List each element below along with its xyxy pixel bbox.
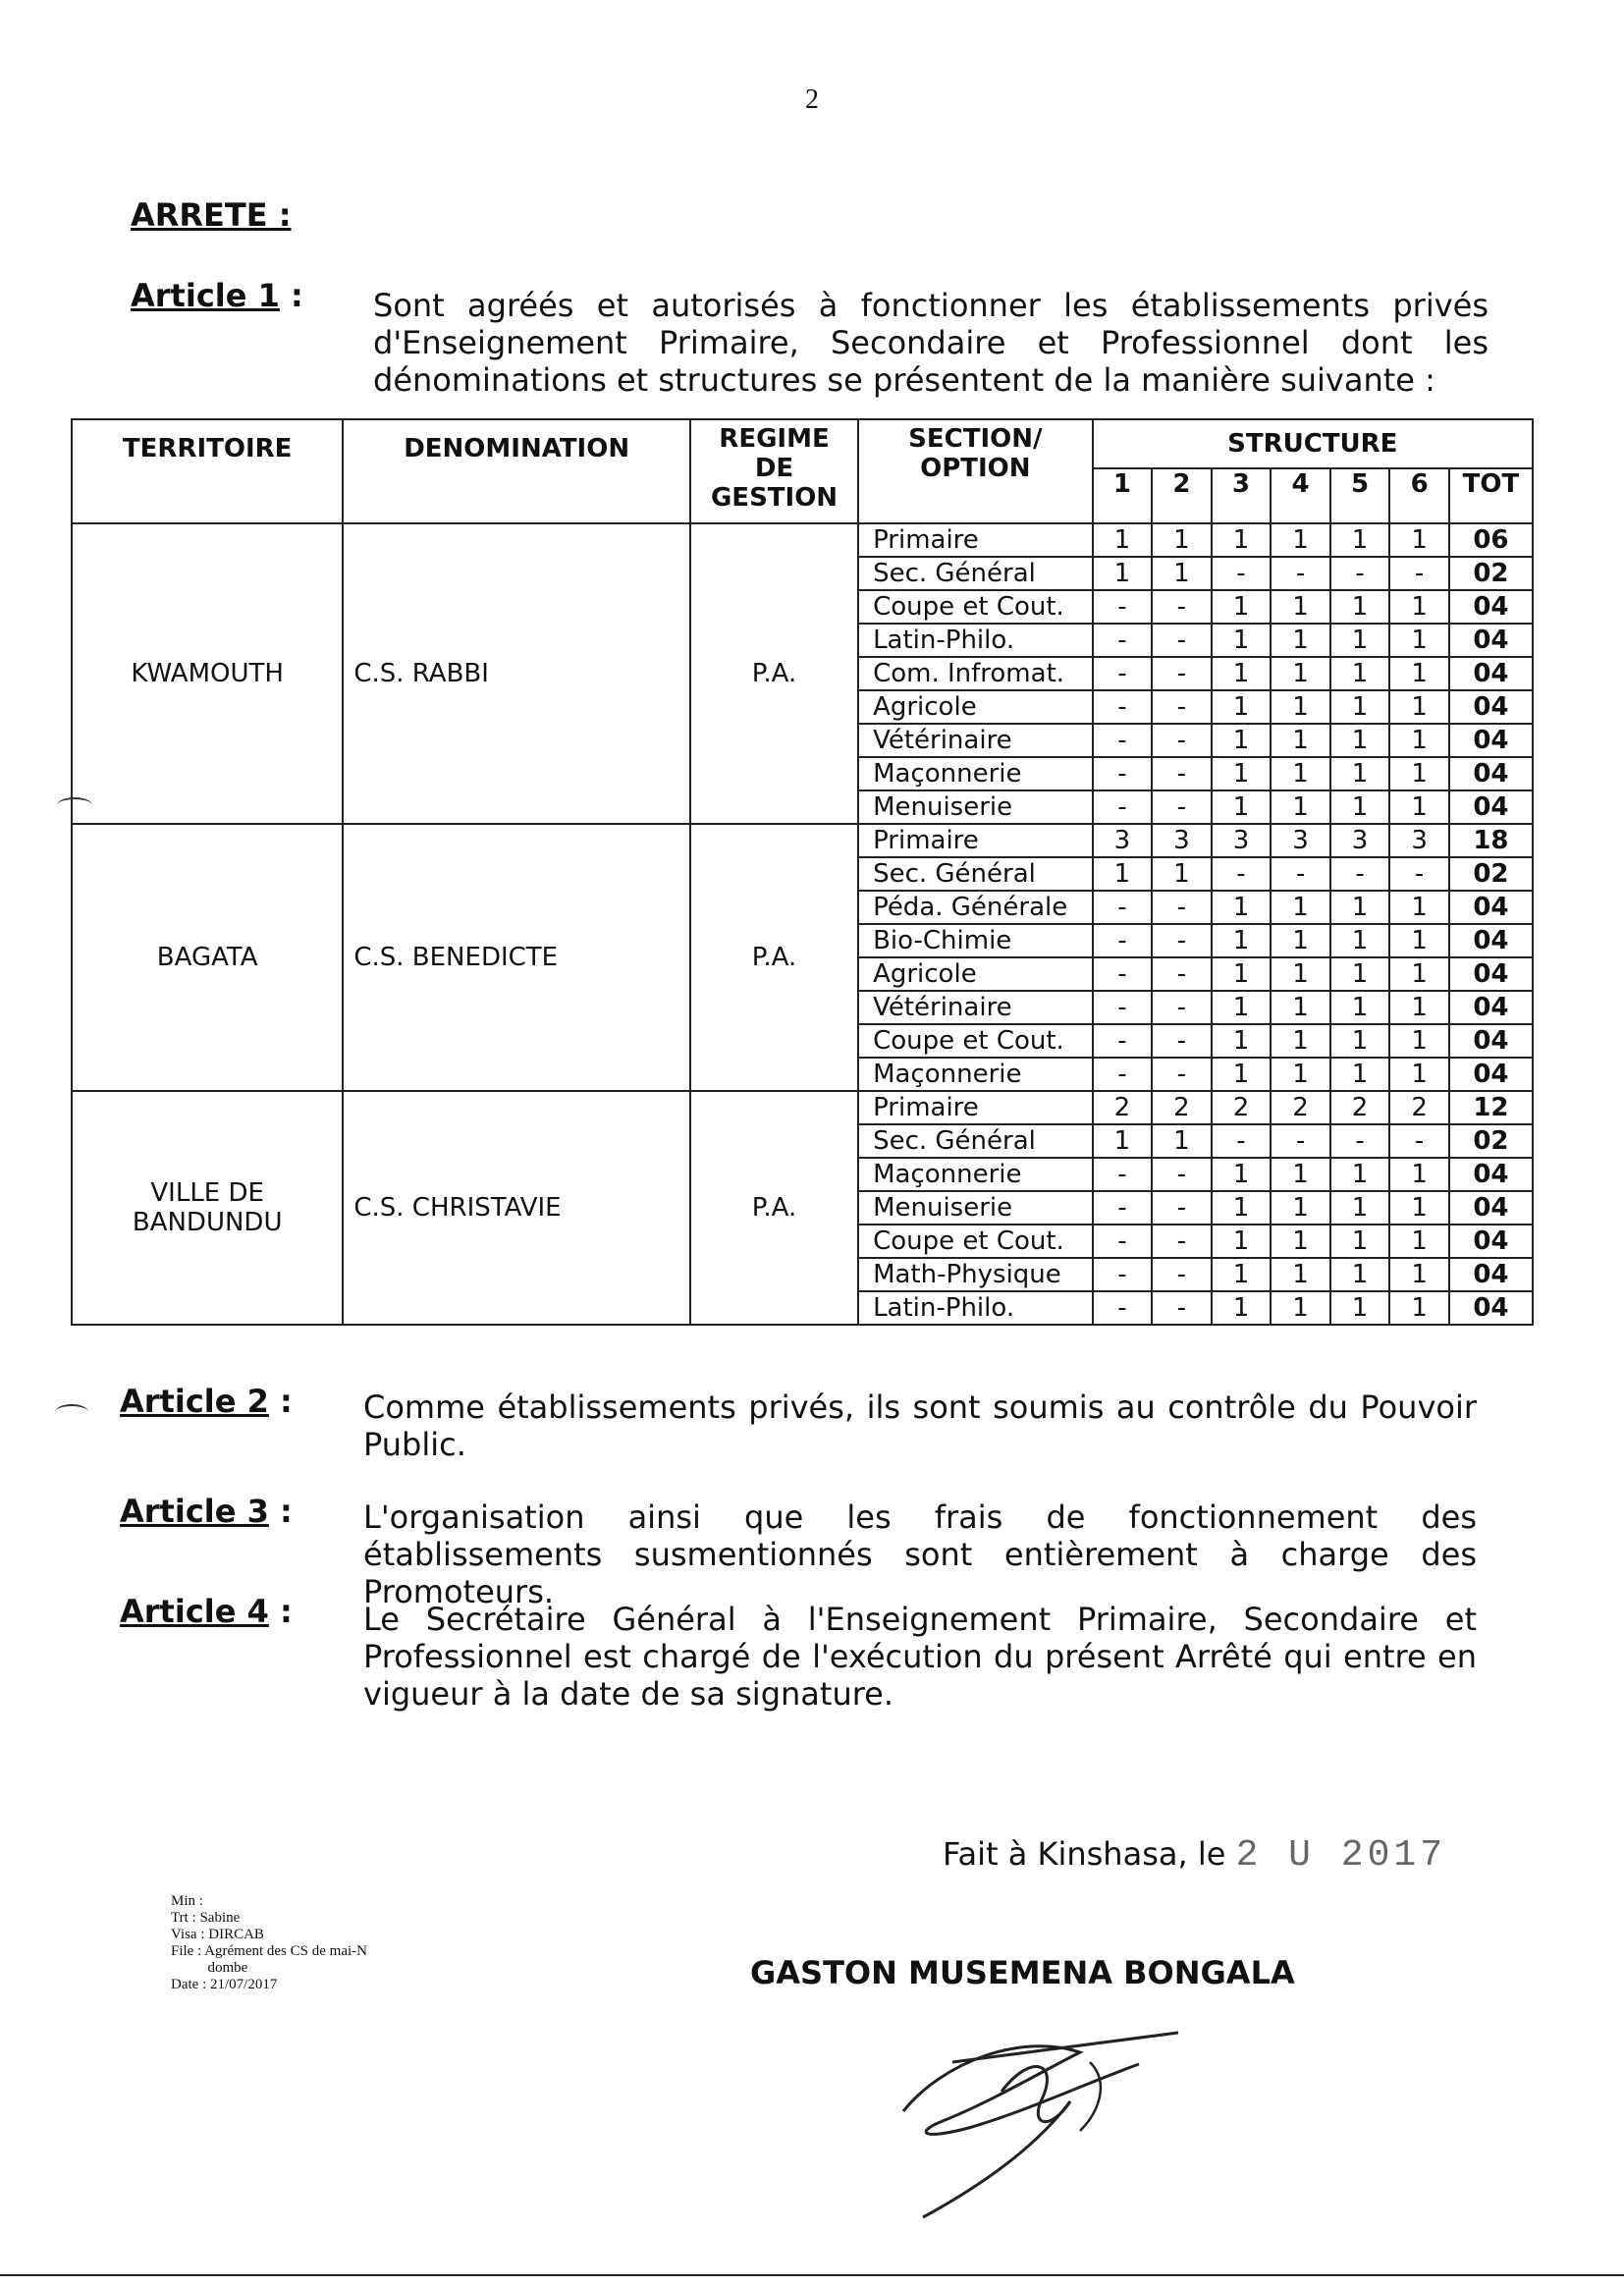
- section-cell: Sec. Général: [858, 1124, 1093, 1158]
- regime-cell: P.A.: [690, 523, 858, 824]
- year-3-cell: 1: [1212, 991, 1272, 1024]
- section-cell: Primaire: [858, 824, 1093, 857]
- year-5-cell: 1: [1330, 790, 1390, 824]
- total-cell: 02: [1449, 1124, 1533, 1158]
- year-6-cell: 1: [1389, 1158, 1449, 1191]
- year-5-cell: 1: [1330, 1024, 1390, 1058]
- year-3-cell: 1: [1212, 690, 1272, 724]
- article-4-text: Le Secrétaire Général à l'Enseignement Primaire, Secondaire et Professionnel est chargé de l'exécution du présent Arrêté qui entre en vigueur à la date de sa signature.: [363, 1601, 1477, 1713]
- article-3-label-text: Article 3: [120, 1493, 269, 1530]
- year-5-cell: -: [1330, 557, 1390, 590]
- year-1-cell: -: [1093, 891, 1153, 924]
- year-2-cell: 3: [1152, 824, 1212, 857]
- year-6-cell: 1: [1389, 790, 1449, 824]
- year-6-cell: 1: [1389, 1291, 1449, 1325]
- header-structure: [1093, 419, 1533, 468]
- meta-line: Visa : DIRCAB: [171, 1927, 264, 1942]
- denomination-cell: C.S. CHRISTAVIE: [343, 1091, 690, 1325]
- year-1-cell: -: [1093, 757, 1153, 790]
- table-row: [72, 824, 1533, 857]
- total-cell: 04: [1449, 757, 1533, 790]
- total-cell: 04: [1449, 690, 1533, 724]
- year-5-cell: 1: [1330, 991, 1390, 1024]
- year-6-cell: 1: [1389, 657, 1449, 690]
- year-6-cell: 2: [1389, 1091, 1449, 1124]
- year-4-cell: 1: [1271, 1058, 1330, 1091]
- table-row: [72, 1091, 1533, 1124]
- section-cell: Math-Physique: [858, 1258, 1093, 1291]
- year-2-cell: 1: [1152, 857, 1212, 891]
- year-4-cell: -: [1271, 1124, 1330, 1158]
- year-2-cell: 1: [1152, 1124, 1212, 1158]
- year-2-cell: -: [1152, 657, 1212, 690]
- year-3-cell: 1: [1212, 657, 1272, 690]
- scan-mark: [57, 797, 92, 813]
- section-cell: Péda. Générale: [858, 891, 1093, 924]
- scan-mark: [55, 1404, 88, 1420]
- year-5-cell: 1: [1330, 957, 1390, 991]
- year-4-cell: 1: [1271, 1225, 1330, 1258]
- handwritten-signature: [884, 1993, 1237, 2229]
- year-1-cell: -: [1093, 1258, 1153, 1291]
- article-2-label-text: Article 2: [120, 1383, 269, 1420]
- section-cell: Vétérinaire: [858, 724, 1093, 757]
- meta-line: Date : 21/07/2017: [171, 1977, 278, 1992]
- year-4-cell: 1: [1271, 891, 1330, 924]
- year-2-cell: -: [1152, 757, 1212, 790]
- year-2-cell: -: [1152, 1291, 1212, 1325]
- fait-line: [943, 1834, 1446, 1877]
- year-2-cell: -: [1152, 1058, 1212, 1091]
- year-4-cell: 1: [1271, 590, 1330, 624]
- total-cell: 04: [1449, 1258, 1533, 1291]
- header-section-label: SECTION/ OPTION: [908, 424, 1043, 483]
- year-1-cell: 1: [1093, 1124, 1153, 1158]
- total-cell: 04: [1449, 590, 1533, 624]
- regime-cell: P.A.: [690, 824, 858, 1091]
- total-cell: 04: [1449, 790, 1533, 824]
- year-4-cell: 1: [1271, 1191, 1330, 1225]
- territoire-cell: BAGATA: [72, 824, 343, 1091]
- year-5-cell: 2: [1330, 1091, 1390, 1124]
- year-4-cell: 1: [1271, 957, 1330, 991]
- year-5-cell: 1: [1330, 1058, 1390, 1091]
- year-3-cell: -: [1212, 1124, 1272, 1158]
- year-4-cell: 2: [1271, 1091, 1330, 1124]
- section-cell: Agricole: [858, 690, 1093, 724]
- year-1-cell: 2: [1093, 1091, 1153, 1124]
- section-cell: Com. Infromat.: [858, 657, 1093, 690]
- year-1-cell: -: [1093, 1191, 1153, 1225]
- year-3-cell: 1: [1212, 1258, 1272, 1291]
- year-4-cell: 1: [1271, 523, 1330, 557]
- section-cell: Primaire: [858, 1091, 1093, 1124]
- section-cell: Sec. Général: [858, 557, 1093, 590]
- year-6-cell: 1: [1389, 1225, 1449, 1258]
- year-1-cell: -: [1093, 790, 1153, 824]
- year-3-cell: 1: [1212, 1024, 1272, 1058]
- total-cell: 04: [1449, 724, 1533, 757]
- year-2-cell: -: [1152, 790, 1212, 824]
- year-2-cell: -: [1152, 724, 1212, 757]
- year-6-cell: -: [1389, 557, 1449, 590]
- year-4-cell: 1: [1271, 724, 1330, 757]
- year-5-cell: 1: [1330, 1191, 1390, 1225]
- territoire-cell: VILLE DE BANDUNDU: [72, 1091, 343, 1325]
- territoire-cell: KWAMOUTH: [72, 523, 343, 824]
- header-territoire-label: TERRITOIRE: [122, 434, 293, 463]
- signatory-name: GASTON MUSEMENA BONGALA: [750, 1954, 1295, 1991]
- year-3-cell: -: [1212, 857, 1272, 891]
- year-2-cell: -: [1152, 624, 1212, 657]
- year-3-cell: 1: [1212, 957, 1272, 991]
- total-cell: 04: [1449, 991, 1533, 1024]
- year-1-cell: -: [1093, 957, 1153, 991]
- table-row: [72, 523, 1533, 557]
- section-cell: Coupe et Cout.: [858, 1225, 1093, 1258]
- section-cell: Coupe et Cout.: [858, 590, 1093, 624]
- year-1-cell: -: [1093, 1158, 1153, 1191]
- year-3-cell: 1: [1212, 1225, 1272, 1258]
- header-structure-label: STRUCTURE: [1227, 429, 1398, 459]
- article-3-text: L'organisation ainsi que les frais de fonctionnement des établissements susmentionnés sont entièrement à charge des Promoteurs.: [363, 1498, 1477, 1610]
- section-cell: Maçonnerie: [858, 1058, 1093, 1091]
- year-6-cell: 1: [1389, 991, 1449, 1024]
- header-year-1: 1: [1093, 468, 1153, 523]
- header-denomination: [343, 419, 690, 523]
- year-4-cell: 1: [1271, 624, 1330, 657]
- article-4-label: [120, 1593, 293, 1630]
- year-5-cell: 1: [1330, 757, 1390, 790]
- total-cell: 06: [1449, 523, 1533, 557]
- year-4-cell: -: [1271, 557, 1330, 590]
- header-year-4: 4: [1271, 468, 1330, 523]
- year-3-cell: 1: [1212, 1291, 1272, 1325]
- year-1-cell: 1: [1093, 523, 1153, 557]
- section-cell: Latin-Philo.: [858, 1291, 1093, 1325]
- year-6-cell: 1: [1389, 724, 1449, 757]
- year-5-cell: 1: [1330, 924, 1390, 957]
- year-4-cell: 1: [1271, 790, 1330, 824]
- year-1-cell: -: [1093, 590, 1153, 624]
- year-1-cell: -: [1093, 1024, 1153, 1058]
- structure-table-body: [72, 523, 1533, 1325]
- year-5-cell: 1: [1330, 624, 1390, 657]
- header-regime-label: REGIME DE GESTION: [710, 424, 839, 513]
- year-3-cell: 1: [1212, 724, 1272, 757]
- header-year-2: 2: [1152, 468, 1212, 523]
- year-5-cell: 1: [1330, 590, 1390, 624]
- year-4-cell: 1: [1271, 1291, 1330, 1325]
- year-5-cell: 1: [1330, 690, 1390, 724]
- meta-line: dombe: [171, 1960, 248, 1976]
- total-cell: 04: [1449, 924, 1533, 957]
- year-6-cell: 1: [1389, 1024, 1449, 1058]
- year-4-cell: 1: [1271, 924, 1330, 957]
- year-4-cell: 1: [1271, 657, 1330, 690]
- year-6-cell: 1: [1389, 523, 1449, 557]
- year-1-cell: -: [1093, 657, 1153, 690]
- year-5-cell: 1: [1330, 523, 1390, 557]
- year-1-cell: -: [1093, 1225, 1153, 1258]
- year-1-cell: -: [1093, 991, 1153, 1024]
- header-denomination-label: DENOMINATION: [404, 434, 630, 463]
- year-2-cell: -: [1152, 1024, 1212, 1058]
- year-2-cell: 1: [1152, 557, 1212, 590]
- year-5-cell: 1: [1330, 1158, 1390, 1191]
- year-6-cell: 1: [1389, 1258, 1449, 1291]
- arrete-heading: ARRETE :: [131, 196, 292, 234]
- section-cell: Coupe et Cout.: [858, 1024, 1093, 1058]
- section-cell: Primaire: [858, 523, 1093, 557]
- file-metadata: [171, 1893, 367, 1993]
- header-section: [858, 419, 1093, 523]
- regime-cell: P.A.: [690, 1091, 858, 1325]
- year-5-cell: 1: [1330, 891, 1390, 924]
- section-cell: Agricole: [858, 957, 1093, 991]
- year-4-cell: 1: [1271, 757, 1330, 790]
- total-cell: 12: [1449, 1091, 1533, 1124]
- year-5-cell: 1: [1330, 1258, 1390, 1291]
- article-4-label-suffix: :: [268, 1593, 293, 1630]
- year-3-cell: 1: [1212, 1058, 1272, 1091]
- year-6-cell: 1: [1389, 624, 1449, 657]
- section-cell: Latin-Philo.: [858, 624, 1093, 657]
- article-1-text: Sont agréés et autorisés à fonctionner les établissements privés d'Enseignement Primaire, Secondaire et Professionnel dont les dénominations et structures se présentent de la manière suivante :: [373, 287, 1489, 399]
- year-6-cell: 1: [1389, 1058, 1449, 1091]
- total-cell: 04: [1449, 1225, 1533, 1258]
- section-cell: Menuiserie: [858, 1191, 1093, 1225]
- total-cell: 18: [1449, 824, 1533, 857]
- total-cell: 04: [1449, 1158, 1533, 1191]
- meta-line: File : Agrément des CS de mai-N: [171, 1943, 367, 1959]
- year-2-cell: 2: [1152, 1091, 1212, 1124]
- year-2-cell: -: [1152, 891, 1212, 924]
- total-cell: 04: [1449, 1191, 1533, 1225]
- total-cell: 04: [1449, 657, 1533, 690]
- meta-line: Trt : Sabine: [171, 1910, 241, 1926]
- section-cell: Sec. Général: [858, 857, 1093, 891]
- year-2-cell: -: [1152, 690, 1212, 724]
- year-5-cell: -: [1330, 1124, 1390, 1158]
- structure-table: [71, 418, 1534, 1326]
- fait-place: Fait à Kinshasa, le: [943, 1835, 1236, 1873]
- section-cell: Bio-Chimie: [858, 924, 1093, 957]
- year-3-cell: 1: [1212, 1191, 1272, 1225]
- bottom-rule: [0, 2274, 1624, 2276]
- total-cell: 02: [1449, 857, 1533, 891]
- section-cell: Maçonnerie: [858, 1158, 1093, 1191]
- header-year-6: 6: [1389, 468, 1449, 523]
- year-1-cell: 1: [1093, 557, 1153, 590]
- total-cell: 02: [1449, 557, 1533, 590]
- year-6-cell: 1: [1389, 957, 1449, 991]
- year-3-cell: 1: [1212, 757, 1272, 790]
- year-4-cell: 1: [1271, 1024, 1330, 1058]
- year-2-cell: -: [1152, 924, 1212, 957]
- article-1-label: [131, 277, 303, 314]
- year-1-cell: 1: [1093, 857, 1153, 891]
- year-3-cell: 1: [1212, 790, 1272, 824]
- year-1-cell: -: [1093, 624, 1153, 657]
- year-2-cell: -: [1152, 1258, 1212, 1291]
- article-3-label-suffix: :: [268, 1493, 293, 1530]
- year-3-cell: 1: [1212, 624, 1272, 657]
- total-cell: 04: [1449, 1058, 1533, 1091]
- year-5-cell: 3: [1330, 824, 1390, 857]
- total-cell: 04: [1449, 624, 1533, 657]
- year-3-cell: 1: [1212, 924, 1272, 957]
- year-4-cell: 3: [1271, 824, 1330, 857]
- section-cell: Menuiserie: [858, 790, 1093, 824]
- article-2-label: [120, 1383, 293, 1420]
- year-6-cell: -: [1389, 857, 1449, 891]
- year-2-cell: -: [1152, 1191, 1212, 1225]
- year-1-cell: -: [1093, 724, 1153, 757]
- article-2-text: Comme établissements privés, ils sont soumis au contrôle du Pouvoir Public.: [363, 1389, 1477, 1463]
- total-cell: 04: [1449, 957, 1533, 991]
- total-cell: 04: [1449, 1024, 1533, 1058]
- year-3-cell: -: [1212, 557, 1272, 590]
- year-6-cell: 1: [1389, 690, 1449, 724]
- year-2-cell: -: [1152, 1225, 1212, 1258]
- year-1-cell: -: [1093, 1058, 1153, 1091]
- year-2-cell: -: [1152, 590, 1212, 624]
- year-6-cell: -: [1389, 1124, 1449, 1158]
- year-1-cell: -: [1093, 1291, 1153, 1325]
- article-2-label-suffix: :: [268, 1383, 293, 1420]
- year-6-cell: 1: [1389, 1191, 1449, 1225]
- year-6-cell: 1: [1389, 891, 1449, 924]
- header-territoire: [72, 419, 343, 523]
- year-6-cell: 3: [1389, 824, 1449, 857]
- year-3-cell: 1: [1212, 1158, 1272, 1191]
- year-3-cell: 1: [1212, 891, 1272, 924]
- year-2-cell: -: [1152, 957, 1212, 991]
- year-3-cell: 2: [1212, 1091, 1272, 1124]
- section-cell: Vétérinaire: [858, 991, 1093, 1024]
- year-4-cell: 1: [1271, 690, 1330, 724]
- article-1-label-text: Article 1: [131, 277, 280, 314]
- section-cell: Maçonnerie: [858, 757, 1093, 790]
- year-3-cell: 1: [1212, 590, 1272, 624]
- year-5-cell: 1: [1330, 1225, 1390, 1258]
- year-5-cell: 1: [1330, 657, 1390, 690]
- header-year-3: 3: [1212, 468, 1272, 523]
- year-2-cell: 1: [1152, 523, 1212, 557]
- article-3-label: [120, 1493, 293, 1530]
- year-4-cell: -: [1271, 857, 1330, 891]
- year-6-cell: 1: [1389, 757, 1449, 790]
- year-4-cell: 1: [1271, 1258, 1330, 1291]
- header-tot: TOT: [1449, 468, 1533, 523]
- year-4-cell: 1: [1271, 991, 1330, 1024]
- year-6-cell: 1: [1389, 924, 1449, 957]
- header-regime: [690, 419, 858, 523]
- year-5-cell: 1: [1330, 1291, 1390, 1325]
- year-2-cell: -: [1152, 991, 1212, 1024]
- year-2-cell: -: [1152, 1158, 1212, 1191]
- fait-date: 2 U 2017: [1235, 1834, 1446, 1877]
- denomination-cell: C.S. RABBI: [343, 523, 690, 824]
- year-6-cell: 1: [1389, 590, 1449, 624]
- meta-line: Min :: [171, 1893, 203, 1909]
- year-1-cell: 3: [1093, 824, 1153, 857]
- year-4-cell: 1: [1271, 1158, 1330, 1191]
- year-5-cell: 1: [1330, 724, 1390, 757]
- page-number: 2: [805, 84, 819, 115]
- article-1-label-suffix: :: [279, 277, 303, 314]
- year-1-cell: -: [1093, 924, 1153, 957]
- year-1-cell: -: [1093, 690, 1153, 724]
- article-4-label-text: Article 4: [120, 1593, 269, 1630]
- year-3-cell: 1: [1212, 523, 1272, 557]
- header-year-5: 5: [1330, 468, 1390, 523]
- denomination-cell: C.S. BENEDICTE: [343, 824, 690, 1091]
- total-cell: 04: [1449, 891, 1533, 924]
- total-cell: 04: [1449, 1291, 1533, 1325]
- year-5-cell: -: [1330, 857, 1390, 891]
- year-3-cell: 3: [1212, 824, 1272, 857]
